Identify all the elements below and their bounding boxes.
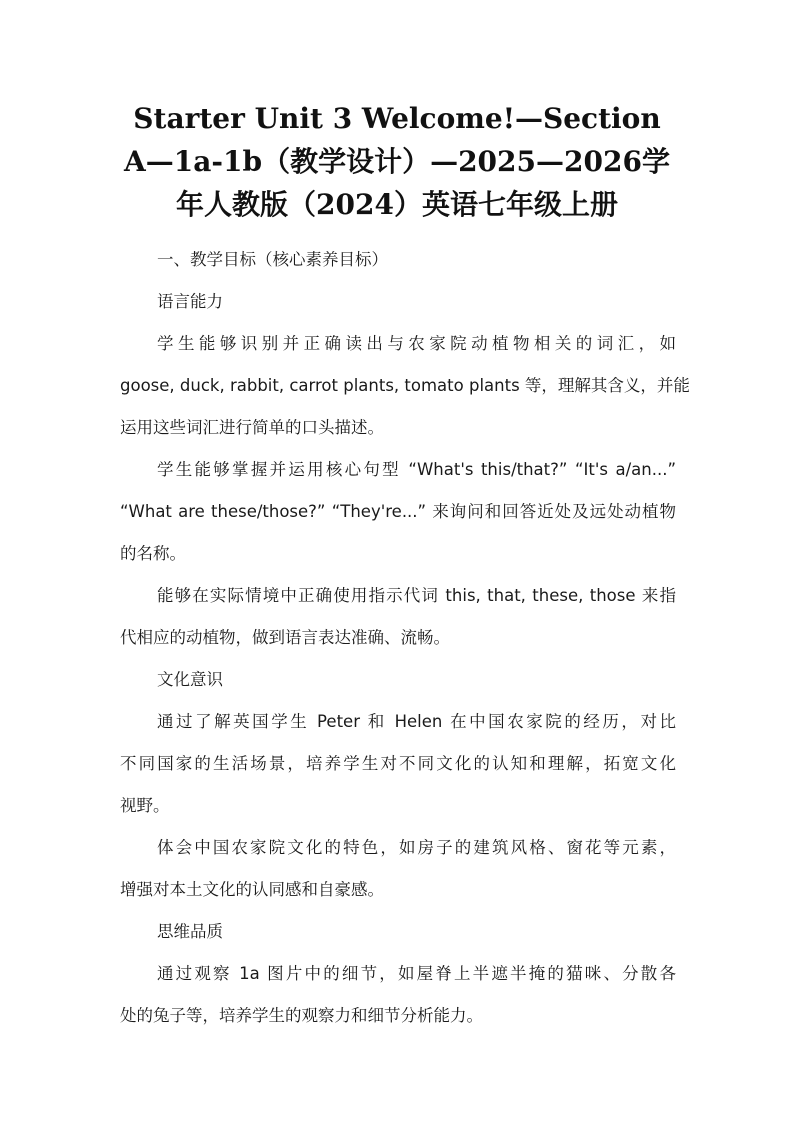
paragraph-line: 能够在实际情境中正确使用指示代词 this, that, these, those 来指 — [157, 586, 676, 605]
subheading-cultural-awareness: 文化意识 — [157, 670, 223, 689]
paragraph-line: 视野。 — [120, 796, 170, 815]
paragraph-line: 的名称。 — [120, 544, 186, 563]
title-line-2: A—1a-1b（教学设计）—2025—2026学 — [124, 145, 670, 178]
paragraph-line: 增强对本土文化的认同感和自豪感。 — [120, 880, 384, 899]
paragraph-line: 通过了解英国学生 Peter 和 Helen 在中国农家院的经历，对比 — [157, 712, 676, 731]
paragraph-line: “What are these/those?” “They're...” 来询问和回答近处及远处动植物 — [120, 502, 676, 521]
paragraph-line: 不同国家的生活场景，培养学生对不同文化的认知和理解，拓宽文化 — [120, 754, 676, 773]
title-line-3: 年人教版（2024）英语七年级上册 — [176, 188, 618, 221]
paragraph-line: 代相应的动植物，做到语言表达准确、流畅。 — [120, 628, 450, 647]
paragraph-line: 处的兔子等，培养学生的观察力和细节分析能力。 — [120, 1006, 483, 1025]
paragraph-line: 运用这些词汇进行简单的口头描述。 — [120, 418, 384, 437]
subheading-thinking-quality: 思维品质 — [157, 922, 223, 941]
paragraph-line: 学生能够掌握并运用核心句型 “What's this/that?” “It's a/an...” — [157, 460, 676, 479]
paragraph-line: goose, duck, rabbit, carrot plants, tomato plants 等，理解其含义，并能 — [120, 376, 690, 395]
paragraph-line: 体会中国农家院文化的特色，如房子的建筑风格、窗花等元素， — [157, 838, 676, 857]
section-heading-objectives: 一、教学目标（核心素养目标） — [157, 250, 388, 269]
document-title — [110, 97, 684, 226]
paragraph-line: 学生能够识别并正确读出与农家院动植物相关的词汇，如 — [157, 334, 676, 353]
subheading-language-ability: 语言能力 — [157, 292, 223, 311]
paragraph-line: 通过观察 1a 图片中的细节，如屋脊上半遮半掩的猫咪、分散各 — [157, 964, 676, 983]
document-body — [120, 244, 690, 1042]
title-line-1: Starter Unit 3 Welcome!—Section — [133, 102, 661, 135]
